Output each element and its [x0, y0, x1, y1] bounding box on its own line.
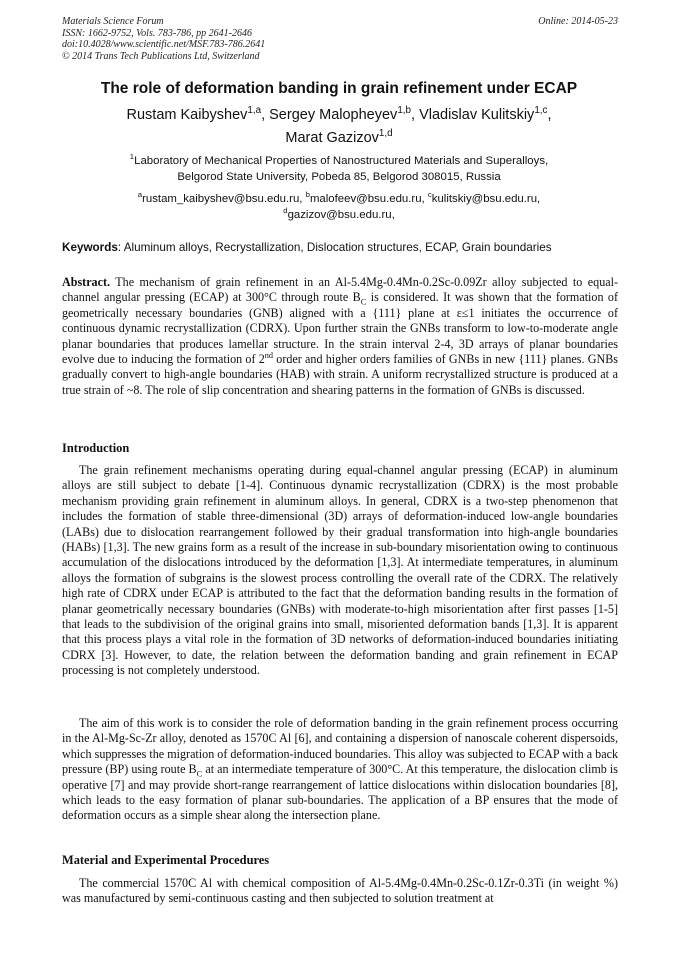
paragraph: The grain refinement mechanisms operating during equal-channel angular pressing (ECAP) in aluminum alloys are still subject to debate [1-4]. Continuous dynamic recrystallization (CDRX) is the most probable mechanism providing grain refinement in aluminum alloys. In general, CDRX is a two-step phenomenon that includes the formation of stable three-dimensional (3D) arrays of deformation-induced low-angle boundaries (LABs) due to dislocation rearrangement followed by their gradual transformation into high-angle boundaries (HABs) [1,3]. The new grains form as a result of the increase in sub-boundary misorientation owing to continuous accumulation of the dislocations introduced by the deformation [1,3]. At intermediate temperatures, in aluminum alloys the formation of subgrains is the slowest process controlling the overall rate of the CDRX. The relatively high rate of CDRX under ECAP is attributed to the fact that the deformation banding results in the formation of planar geometrically necessary boundaries (GNBs) with moderate-to-high misorientation after first passes [1-5] that leads to the subdivision of the original grains into small, misoriented deformation bands [1,3]. It is apparent that this process plays a vital role in the formation of 3D networks of deformation-induced boundaries initiating CDRX [3]. However, to date, the relation between the deformation banding and grain refinement in ECAP processing is not completely understood.	[62, 463, 618, 678]
author-list	[40, 104, 638, 150]
issn-line: ISSN: 1662-9752, Vols. 783-786, pp 2641-2646	[62, 27, 252, 39]
author: Sergey Malopheyev$^{1,b}$,	[269, 105, 420, 123]
affiliation: $^1$Laboratory of Mechanical Properties of Nanostructured Materials and Superalloys, Belgorod State University, Pobeda 85, Belgorod 308015, Russia	[129, 152, 549, 183]
abstract-label: Abstract.	[62, 275, 111, 289]
abstract: Abstract. The mechanism of grain refinement in an Al-5.4Mg-0.4Mn-0.2Sc-0.09Zr alloy subjected to equal-channel angular pressing (ECAP) at 300°C through route $B_C$ is considered. It was shown that the formation of geometrically necessary boundaries (GNB) aligned with a {111} plane at ε≤1 initiates the occurrence of continuous dynamic recrystallization (CDRX). Upon further strain the GNBs transform to low-to-moderate angle planar boundaries that produces lamellar structure. In the strain interval 2-4, 3D arrays of planar boundaries evolve due to inducing the formation of 2nd order and higher orders families of GNBs in new {111} planes. GNBs gradually convert to high-angle boundaries (HAB) with strain. A uniform recrystallized structure is produced at a true strain of ~8. The role of slip concentration and shearing patterns in the formation of GNBs is discussed.	[62, 275, 618, 397]
journal-header	[62, 16, 618, 62]
affiliation-line: Laboratory of Mechanical Properties of Nanostructured Materials and Superalloys,	[134, 155, 549, 167]
journal-name: Materials Science Forum	[62, 16, 164, 27]
doi-line: doi:10.4028/www.scientific.net/MSF.783-786.2641	[62, 39, 266, 50]
email-link[interactable]: $^d$gazizov@bsu.edu.ru,	[283, 205, 395, 221]
email-list	[40, 192, 638, 223]
email-link[interactable]: $^c$kulitskiy@bsu.edu.ru,	[427, 190, 541, 205]
author: Marat Gazizov$^{1,d}$	[285, 128, 393, 146]
keywords-label: Keywords	[62, 241, 118, 254]
author: Rustam Kaibyshev$^{1,a}$,	[126, 105, 270, 123]
paragraph: The commercial 1570C Al with chemical composition of Al-5.4Mg-0.4Mn-0.2Sc-0.1Zr-0.3Ti (in weight %) was manufactured by semi-continuous casting and then subjected to solution treatment at	[62, 876, 618, 906]
online-date: Online: 2014-05-23	[538, 16, 618, 27]
section-heading-introduction: Introduction	[62, 441, 130, 455]
email-link[interactable]: $^b$malofeev@bsu.edu.ru,	[305, 190, 428, 205]
affiliation-line: Belgorod State University, Pobeda 85, Belgorod 308015, Russia	[177, 170, 501, 183]
email-link[interactable]: $^a$rustam_kaibyshev@bsu.edu.ru,	[137, 190, 306, 205]
section-heading-materials: Material and Experimental Procedures	[62, 853, 270, 867]
copyright-line: © 2014 Trans Tech Publications Ltd, Switzerland	[62, 50, 260, 62]
paragraph: The aim of this work is to consider the role of deformation banding in the grain refinement process occurring in the Al-Mg-Sc-Zr alloy, denoted as 1570C Al [6], and containing a dispersion of nanoscale coherent dispersoids, which suppresses the migration of deformation-induced boundaries. This alloy was subjected to ECAP with a back pressure (BP) using route $B_C$ at an intermediate temperature of 300°C. At this temperature, the dislocation climb is operative [7] and may provide short-range rearrangement of lattice dislocations within dislocation boundaries [8], which leads to the easy formation of planar sub-boundaries. The application of a BP ensures that the mode of deformation occurs as a simple shear along the intersection plane.	[62, 716, 618, 823]
author: Vladislav Kulitskiy$^{1,c}$,	[419, 105, 552, 123]
paper-title: The role of deformation banding in grain refinement under ECAP	[100, 80, 578, 97]
keywords-text: : Aluminum alloys, Recrystallization, Dislocation structures, ECAP, Grain boundaries	[117, 241, 552, 254]
keywords	[62, 240, 618, 255]
